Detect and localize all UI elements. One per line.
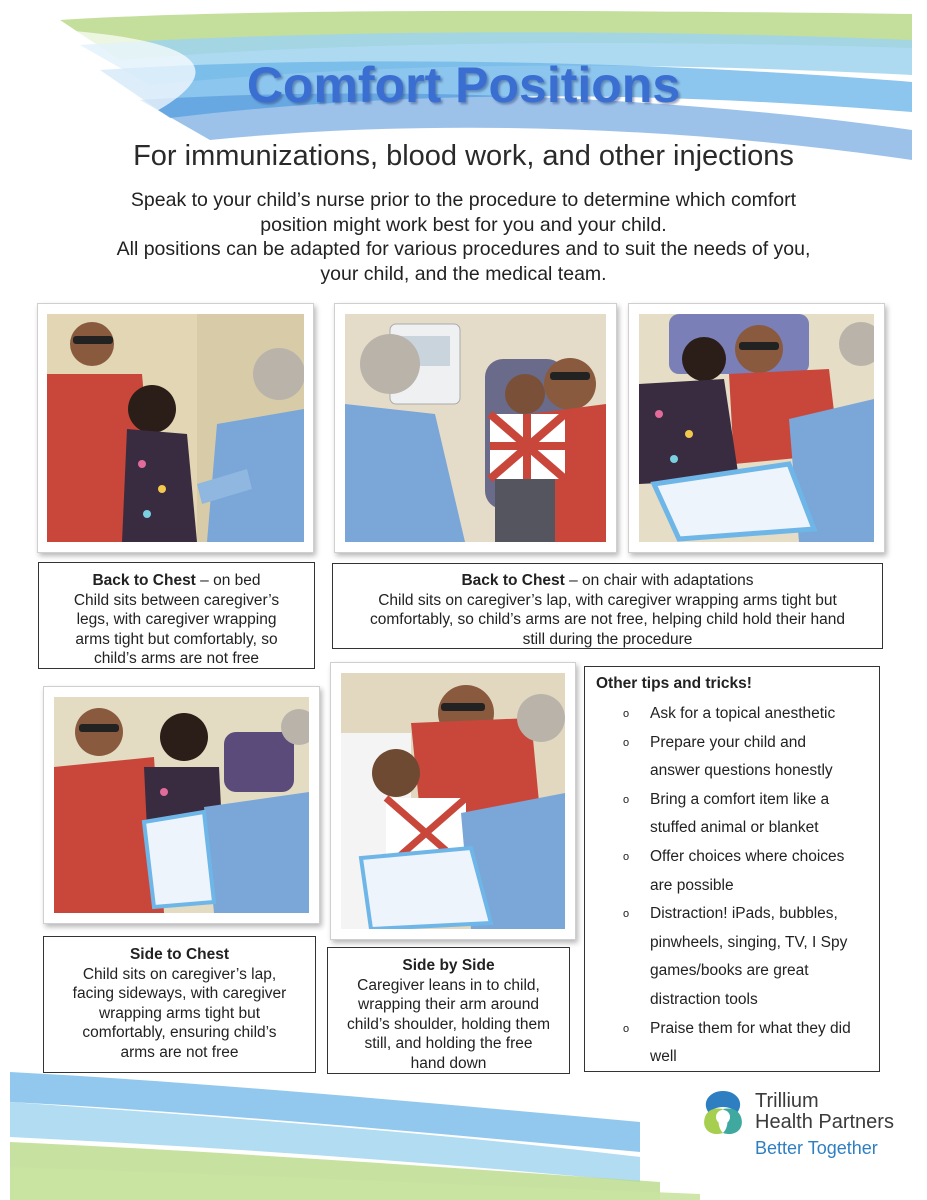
trillium-icon bbox=[697, 1087, 749, 1137]
caption-line: Child sits on caregiver’s lap, with caregiver wrapping arms tight but bbox=[378, 591, 837, 609]
caption-line: Child sits between caregiver’s bbox=[73, 591, 280, 609]
tip-line: Praise them for what they did bbox=[650, 1019, 851, 1037]
position-name: Back to Chest bbox=[461, 572, 565, 589]
tip-item bbox=[585, 843, 881, 900]
caption-line: wrapping arms tight but bbox=[98, 1004, 261, 1022]
tip-line: Distraction! iPads, bubbles, bbox=[650, 905, 838, 923]
caption-side-by-side bbox=[327, 947, 570, 1074]
tip-item bbox=[585, 700, 881, 729]
caption-back-to-chest-bed bbox=[38, 562, 315, 669]
photo-illustration bbox=[341, 673, 565, 929]
logo-name-line: Health Partners bbox=[755, 1111, 894, 1133]
tip-item bbox=[585, 729, 881, 786]
tip-line: Bring a comfort item like a bbox=[650, 790, 830, 808]
tip-line: stuffed animal or blanket bbox=[650, 819, 819, 837]
logo-name-line: Trillium bbox=[755, 1090, 819, 1112]
tips-list bbox=[585, 700, 881, 1072]
caption-line: still during the procedure bbox=[522, 630, 693, 648]
position-name: Side to Chest bbox=[129, 946, 230, 963]
tip-line: well bbox=[650, 1048, 677, 1066]
logo-name bbox=[755, 1091, 894, 1133]
tip-line: pinwheels, singing, TV, I Spy bbox=[650, 933, 848, 951]
bullet-icon: o bbox=[623, 908, 630, 921]
bullet-icon: o bbox=[623, 850, 630, 863]
position-qualifier: – on chair with adaptations bbox=[564, 572, 754, 589]
photo-back-to-chest-bed bbox=[37, 303, 314, 553]
caption-line: facing sideways, with caregiver bbox=[72, 985, 287, 1002]
caption-line: comfortably, so child’s arms are not free, helping child hold their hand bbox=[369, 611, 845, 628]
caption-back-to-chest-chair bbox=[332, 563, 883, 649]
tip-line: distraction tools bbox=[650, 990, 758, 1008]
tip-line: games/books are great bbox=[650, 962, 809, 980]
intro-line: All positions can be adapted for various procedures and to suit the needs of you, bbox=[116, 238, 811, 260]
tip-line: Prepare your child and bbox=[650, 733, 806, 751]
trillium-logo bbox=[697, 1085, 912, 1165]
photo-illustration bbox=[54, 697, 309, 913]
tips-box bbox=[584, 666, 880, 1072]
caption-line: child’s shoulder, holding them bbox=[346, 1015, 551, 1033]
position-name: Side by Side bbox=[402, 957, 495, 974]
photo-illustration bbox=[47, 314, 304, 542]
page-subtitle: For immunizations, blood work, and other injections bbox=[133, 140, 794, 172]
caption-line: arms are not free bbox=[120, 1043, 239, 1061]
intro-text bbox=[60, 188, 867, 286]
caption-side-to-chest bbox=[43, 936, 316, 1073]
bullet-icon: o bbox=[623, 793, 630, 806]
tips-heading: Other tips and tricks! bbox=[596, 675, 752, 692]
photo-side-by-side bbox=[330, 662, 576, 940]
photo-illustration bbox=[639, 314, 874, 542]
caption-line: hand down bbox=[410, 1054, 487, 1072]
photo-back-to-chest-chair bbox=[334, 303, 617, 553]
logo-tagline: Better Together bbox=[755, 1138, 878, 1158]
caption-line: legs, with caregiver wrapping bbox=[76, 611, 277, 628]
caption-line: arms tight but comfortably, so bbox=[75, 630, 278, 648]
position-name: Back to Chest bbox=[92, 572, 196, 589]
tip-line: answer questions honestly bbox=[650, 762, 833, 780]
tip-line: Offer choices where choices bbox=[650, 847, 845, 865]
tip-line: Ask for a topical anesthetic bbox=[650, 705, 836, 722]
caption-line: wrapping their arm around bbox=[358, 996, 539, 1013]
caption-line: Child sits on caregiver’s lap, bbox=[82, 965, 277, 983]
intro-line: Speak to your child’s nurse prior to the procedure to determine which comfort bbox=[130, 189, 797, 211]
page-title: Comfort Positions bbox=[246, 57, 681, 113]
intro-line: position might work best for you and your child. bbox=[260, 213, 667, 236]
tip-item bbox=[585, 786, 881, 843]
tip-item bbox=[585, 900, 881, 1014]
bullet-icon: o bbox=[623, 736, 630, 749]
caption-line: Caregiver leans in to child, bbox=[357, 976, 540, 994]
photo-illustration bbox=[345, 314, 606, 542]
bullet-icon: o bbox=[623, 1022, 630, 1035]
photo-side-to-chest bbox=[43, 686, 320, 924]
caption-line: child’s arms are not free bbox=[93, 650, 260, 667]
photo-side-to-chest-chair bbox=[628, 303, 885, 553]
intro-line: your child, and the medical team. bbox=[320, 262, 607, 285]
bullet-icon: o bbox=[623, 708, 630, 720]
caption-line: comfortably, ensuring child’s bbox=[82, 1024, 277, 1041]
tip-line: are possible bbox=[650, 876, 734, 894]
caption-line: still, and holding the free bbox=[364, 1035, 533, 1052]
position-qualifier: – on bed bbox=[195, 572, 261, 589]
